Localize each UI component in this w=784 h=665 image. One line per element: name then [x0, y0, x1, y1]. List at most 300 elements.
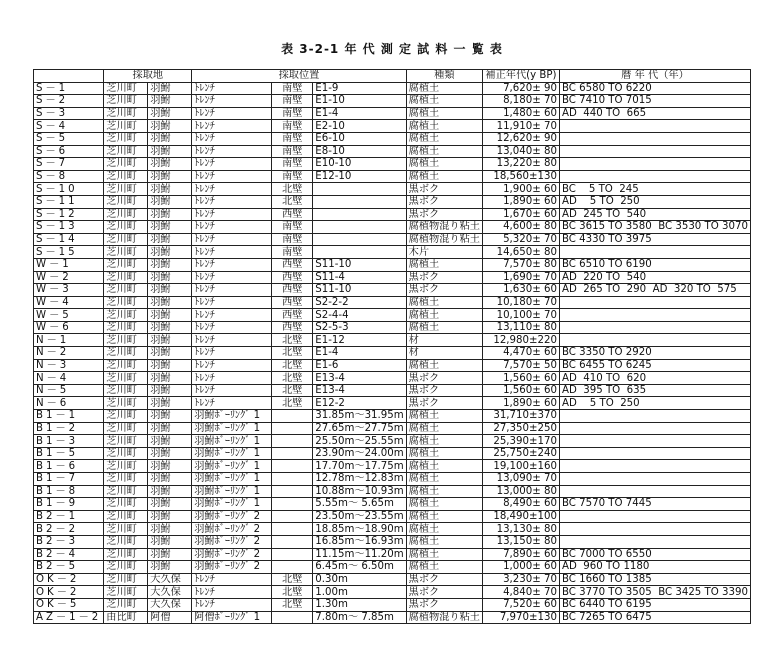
depth-grid-cell: 23.90m～24.00m: [313, 447, 406, 460]
wall-cell: [272, 447, 313, 460]
table-row: [34, 221, 751, 234]
material-cell: 黒ボク: [406, 598, 482, 611]
sample-id-cell: B1－8: [34, 485, 104, 498]
corrected-age-cell: 10,100± 70: [482, 309, 559, 322]
depth-grid-cell: [313, 208, 406, 221]
calendar-age-cell: [559, 170, 750, 183]
site-cell: ﾄﾚﾝﾁ: [192, 284, 272, 297]
material-cell: 腐植土: [406, 82, 482, 95]
calendar-age-cell: BC 7000 TO 6550: [559, 548, 750, 561]
site-cell: ﾄﾚﾝﾁ: [192, 271, 272, 284]
table-row: [34, 510, 751, 523]
site-cell: ﾄﾚﾝﾁ: [192, 598, 272, 611]
corrected-age-cell: 8,180± 70: [482, 95, 559, 108]
table-row: [34, 158, 751, 171]
corrected-age-cell: 13,220± 80: [482, 158, 559, 171]
locality-cell: 羽鮒: [148, 309, 192, 322]
site-cell: ﾄﾚﾝﾁ: [192, 384, 272, 397]
site-cell: ﾄﾚﾝﾁ: [192, 372, 272, 385]
locality-cell: 羽鮒: [148, 435, 192, 448]
depth-grid-cell: E6-10: [313, 132, 406, 145]
corrected-age-cell: 7,520± 60: [482, 598, 559, 611]
depth-grid-cell: [313, 195, 406, 208]
corrected-age-cell: 14,650± 80: [482, 246, 559, 259]
town-cell: 芝川町: [104, 120, 148, 133]
sample-id-cell: W－4: [34, 296, 104, 309]
material-cell: 腐植土: [406, 410, 482, 423]
locality-cell: 羽鮒: [148, 498, 192, 511]
header-age: 補正年代(y BP): [482, 70, 559, 83]
wall-cell: 北壁: [272, 573, 313, 586]
depth-grid-cell: 25.50m～25.55m: [313, 435, 406, 448]
site-cell: ﾄﾚﾝﾁ: [192, 195, 272, 208]
depth-grid-cell: E12-2: [313, 397, 406, 410]
table-row: [34, 271, 751, 284]
corrected-age-cell: 7,570± 50: [482, 359, 559, 372]
calendar-age-cell: BC 7265 TO 6475: [559, 611, 750, 624]
table-row: [34, 573, 751, 586]
sample-id-cell: S－11: [34, 195, 104, 208]
town-cell: 芝川町: [104, 410, 148, 423]
site-cell: 羽鮒ﾎﾞｰﾘﾝｸﾞ 2: [192, 510, 272, 523]
material-cell: 腐植土: [406, 170, 482, 183]
table-row: [34, 296, 751, 309]
sample-id-cell: S－10: [34, 183, 104, 196]
wall-cell: 西壁: [272, 208, 313, 221]
site-cell: ﾄﾚﾝﾁ: [192, 246, 272, 259]
depth-grid-cell: 11.15m～11.20m: [313, 548, 406, 561]
table-row: [34, 359, 751, 372]
depth-grid-cell: [313, 183, 406, 196]
material-cell: 腐植土: [406, 548, 482, 561]
calendar-age-cell: BC 1660 TO 1385: [559, 573, 750, 586]
material-cell: 腐植土: [406, 359, 482, 372]
sample-id-cell: W－6: [34, 321, 104, 334]
corrected-age-cell: 7,570± 80: [482, 258, 559, 271]
depth-grid-cell: E1-9: [313, 82, 406, 95]
material-cell: 腐植土: [406, 95, 482, 108]
sample-id-cell: B1－6: [34, 460, 104, 473]
table-row: [34, 422, 751, 435]
corrected-age-cell: 12,980±220: [482, 334, 559, 347]
corrected-age-cell: 8,490± 60: [482, 498, 559, 511]
table-row: [34, 309, 751, 322]
locality-cell: 羽鮒: [148, 384, 192, 397]
sample-id-cell: S－5: [34, 132, 104, 145]
sample-id-cell: S－6: [34, 145, 104, 158]
table-row: [34, 347, 751, 360]
wall-cell: 北壁: [272, 586, 313, 599]
depth-grid-cell: E12-10: [313, 170, 406, 183]
wall-cell: [272, 410, 313, 423]
material-cell: 腐植土: [406, 309, 482, 322]
locality-cell: 羽鮒: [148, 82, 192, 95]
corrected-age-cell: 7,890± 60: [482, 548, 559, 561]
calendar-age-cell: AD 960 TO 1180: [559, 561, 750, 574]
site-cell: ﾄﾚﾝﾁ: [192, 397, 272, 410]
corrected-age-cell: 31,710±370: [482, 410, 559, 423]
town-cell: 芝川町: [104, 132, 148, 145]
table-row: [34, 384, 751, 397]
material-cell: 腐植土: [406, 435, 482, 448]
wall-cell: 南壁: [272, 120, 313, 133]
site-cell: ﾄﾚﾝﾁ: [192, 107, 272, 120]
sample-id-cell: N－6: [34, 397, 104, 410]
calendar-age-cell: BC 6440 TO 6195: [559, 598, 750, 611]
wall-cell: 南壁: [272, 145, 313, 158]
locality-cell: 羽鮒: [148, 548, 192, 561]
wall-cell: 北壁: [272, 372, 313, 385]
locality-cell: 羽鮒: [148, 107, 192, 120]
corrected-age-cell: 13,130± 80: [482, 523, 559, 536]
sample-id-cell: B1－5: [34, 447, 104, 460]
material-cell: 腐植土: [406, 473, 482, 486]
locality-cell: 羽鮒: [148, 447, 192, 460]
calendar-age-cell: [559, 410, 750, 423]
wall-cell: 南壁: [272, 107, 313, 120]
corrected-age-cell: 1,890± 60: [482, 397, 559, 410]
corrected-age-cell: 1,690± 70: [482, 271, 559, 284]
depth-grid-cell: S11-10: [313, 284, 406, 297]
sample-id-cell: N－1: [34, 334, 104, 347]
sample-id-cell: W－1: [34, 258, 104, 271]
sample-id-cell: B1－3: [34, 435, 104, 448]
calendar-age-cell: [559, 510, 750, 523]
material-cell: 腐植土: [406, 460, 482, 473]
sample-id-cell: B2－2: [34, 523, 104, 536]
sample-id-cell: B1－2: [34, 422, 104, 435]
wall-cell: 南壁: [272, 233, 313, 246]
locality-cell: 羽鮒: [148, 233, 192, 246]
site-cell: ﾄﾚﾝﾁ: [192, 170, 272, 183]
site-cell: 羽鮒ﾎﾞｰﾘﾝｸﾞ 1: [192, 422, 272, 435]
material-cell: 腐植土: [406, 321, 482, 334]
town-cell: 芝川町: [104, 82, 148, 95]
locality-cell: 阿僧: [148, 611, 192, 624]
wall-cell: 北壁: [272, 334, 313, 347]
site-cell: ﾄﾚﾝﾁ: [192, 82, 272, 95]
town-cell: 芝川町: [104, 107, 148, 120]
wall-cell: 西壁: [272, 321, 313, 334]
site-cell: ﾄﾚﾝﾁ: [192, 233, 272, 246]
sample-id-cell: S－4: [34, 120, 104, 133]
header-position: 採取位置: [192, 70, 406, 83]
table-row: [34, 611, 751, 624]
locality-cell: 羽鮒: [148, 334, 192, 347]
calendar-age-cell: AD 410 TO 620: [559, 372, 750, 385]
corrected-age-cell: 7,620± 90: [482, 82, 559, 95]
table-row: [34, 410, 751, 423]
material-cell: 腐植土: [406, 422, 482, 435]
corrected-age-cell: 18,560±130: [482, 170, 559, 183]
sample-id-cell: B2－4: [34, 548, 104, 561]
table-row: [34, 435, 751, 448]
material-cell: 腐植土: [406, 132, 482, 145]
depth-grid-cell: E2-10: [313, 120, 406, 133]
locality-cell: 羽鮒: [148, 120, 192, 133]
wall-cell: [272, 523, 313, 536]
town-cell: 芝川町: [104, 359, 148, 372]
town-cell: 芝川町: [104, 384, 148, 397]
table-row: [34, 82, 751, 95]
calendar-age-cell: [559, 422, 750, 435]
locality-cell: 羽鮒: [148, 296, 192, 309]
table-row: [34, 258, 751, 271]
table-row: [34, 498, 751, 511]
corrected-age-cell: 5,320± 70: [482, 233, 559, 246]
calendar-age-cell: [559, 535, 750, 548]
wall-cell: 南壁: [272, 132, 313, 145]
calendar-age-cell: AD 245 TO 540: [559, 208, 750, 221]
sample-id-cell: N－3: [34, 359, 104, 372]
corrected-age-cell: 1,000± 60: [482, 561, 559, 574]
locality-cell: 羽鮒: [148, 473, 192, 486]
site-cell: ﾄﾚﾝﾁ: [192, 309, 272, 322]
wall-cell: 南壁: [272, 158, 313, 171]
material-cell: 腐植物混り粘土: [406, 233, 482, 246]
locality-cell: 羽鮒: [148, 221, 192, 234]
wall-cell: [272, 561, 313, 574]
calendar-age-cell: [559, 120, 750, 133]
material-cell: 黒ボク: [406, 397, 482, 410]
wall-cell: [272, 535, 313, 548]
wall-cell: 西壁: [272, 271, 313, 284]
material-cell: 腐植土: [406, 510, 482, 523]
depth-grid-cell: S11-10: [313, 258, 406, 271]
header-location: 採取地: [104, 70, 192, 83]
depth-grid-cell: E1-10: [313, 95, 406, 108]
wall-cell: 西壁: [272, 258, 313, 271]
corrected-age-cell: 1,890± 60: [482, 195, 559, 208]
locality-cell: 羽鮒: [148, 170, 192, 183]
site-cell: 羽鮒ﾎﾞｰﾘﾝｸﾞ 1: [192, 485, 272, 498]
site-cell: 阿僧ﾎﾞｰﾘﾝｸﾞ 1: [192, 611, 272, 624]
calendar-age-cell: BC 7410 TO 7015: [559, 95, 750, 108]
depth-grid-cell: 0.30m: [313, 573, 406, 586]
table-row: [34, 233, 751, 246]
wall-cell: 西壁: [272, 284, 313, 297]
wall-cell: [272, 422, 313, 435]
material-cell: 黒ボク: [406, 573, 482, 586]
site-cell: 羽鮒ﾎﾞｰﾘﾝｸﾞ 1: [192, 473, 272, 486]
material-cell: 腐植土: [406, 561, 482, 574]
calendar-age-cell: [559, 523, 750, 536]
corrected-age-cell: 13,000± 80: [482, 485, 559, 498]
town-cell: 芝川町: [104, 347, 148, 360]
site-cell: 羽鮒ﾎﾞｰﾘﾝｸﾞ 1: [192, 460, 272, 473]
town-cell: 芝川町: [104, 498, 148, 511]
locality-cell: 羽鮒: [148, 183, 192, 196]
table-row: [34, 485, 751, 498]
sample-id-cell: AZ－1－2: [34, 611, 104, 624]
site-cell: ﾄﾚﾝﾁ: [192, 132, 272, 145]
depth-grid-cell: E13-4: [313, 372, 406, 385]
sample-id-cell: S－7: [34, 158, 104, 171]
material-cell: 黒ボク: [406, 384, 482, 397]
corrected-age-cell: 1,670± 60: [482, 208, 559, 221]
depth-grid-cell: 31.85m～31.95m: [313, 410, 406, 423]
table-row: [34, 95, 751, 108]
town-cell: 芝川町: [104, 284, 148, 297]
locality-cell: 羽鮒: [148, 271, 192, 284]
locality-cell: 羽鮒: [148, 145, 192, 158]
corrected-age-cell: 18,490±100: [482, 510, 559, 523]
depth-grid-cell: 7.80m～ 7.85m: [313, 611, 406, 624]
sample-id-cell: S－1: [34, 82, 104, 95]
sample-id-cell: W－3: [34, 284, 104, 297]
locality-cell: 羽鮒: [148, 535, 192, 548]
sample-id-cell: W－2: [34, 271, 104, 284]
material-cell: 黒ボク: [406, 208, 482, 221]
site-cell: ﾄﾚﾝﾁ: [192, 334, 272, 347]
site-cell: 羽鮒ﾎﾞｰﾘﾝｸﾞ 1: [192, 447, 272, 460]
wall-cell: 北壁: [272, 347, 313, 360]
material-cell: 黒ボク: [406, 284, 482, 297]
locality-cell: 羽鮒: [148, 321, 192, 334]
town-cell: 芝川町: [104, 397, 148, 410]
table-row: [34, 473, 751, 486]
depth-grid-cell: E1-6: [313, 359, 406, 372]
material-cell: 腐植土: [406, 535, 482, 548]
material-cell: 腐植物混り粘土: [406, 221, 482, 234]
town-cell: 芝川町: [104, 561, 148, 574]
table-row: [34, 535, 751, 548]
site-cell: 羽鮒ﾎﾞｰﾘﾝｸﾞ 2: [192, 535, 272, 548]
sample-id-cell: S－8: [34, 170, 104, 183]
calendar-age-cell: AD 265 TO 290 AD 320 TO 575: [559, 284, 750, 297]
corrected-age-cell: 27,350±250: [482, 422, 559, 435]
site-cell: ﾄﾚﾝﾁ: [192, 208, 272, 221]
material-cell: 腐植土: [406, 447, 482, 460]
wall-cell: 西壁: [272, 296, 313, 309]
wall-cell: [272, 611, 313, 624]
material-cell: 黒ボク: [406, 586, 482, 599]
site-cell: 羽鮒ﾎﾞｰﾘﾝｸﾞ 2: [192, 548, 272, 561]
material-cell: 腐植土: [406, 107, 482, 120]
table-row: [34, 447, 751, 460]
wall-cell: [272, 548, 313, 561]
sample-id-cell: N－5: [34, 384, 104, 397]
depth-grid-cell: E8-10: [313, 145, 406, 158]
locality-cell: 羽鮒: [148, 422, 192, 435]
table-row: [34, 548, 751, 561]
town-cell: 芝川町: [104, 158, 148, 171]
table-row: [34, 397, 751, 410]
calendar-age-cell: BC 6510 TO 6190: [559, 258, 750, 271]
site-cell: ﾄﾚﾝﾁ: [192, 359, 272, 372]
locality-cell: 羽鮒: [148, 258, 192, 271]
depth-grid-cell: S2-4-4: [313, 309, 406, 322]
depth-grid-cell: 1.00m: [313, 586, 406, 599]
town-cell: 芝川町: [104, 321, 148, 334]
wall-cell: 南壁: [272, 82, 313, 95]
table-title: 表 3-2-1 年 代 測 定 試 料 一 覧 表: [281, 42, 503, 56]
town-cell: 芝川町: [104, 435, 148, 448]
calendar-age-cell: [559, 460, 750, 473]
depth-grid-cell: [313, 246, 406, 259]
locality-cell: 羽鮒: [148, 523, 192, 536]
locality-cell: 羽鮒: [148, 460, 192, 473]
sample-id-cell: B2－1: [34, 510, 104, 523]
corrected-age-cell: 1,560± 60: [482, 372, 559, 385]
town-cell: 芝川町: [104, 510, 148, 523]
material-cell: 木片: [406, 246, 482, 259]
table-row: [34, 284, 751, 297]
town-cell: 芝川町: [104, 460, 148, 473]
town-cell: 芝川町: [104, 258, 148, 271]
site-cell: ﾄﾚﾝﾁ: [192, 347, 272, 360]
corrected-age-cell: 13,040± 80: [482, 145, 559, 158]
table-row: [34, 246, 751, 259]
town-cell: 芝川町: [104, 334, 148, 347]
wall-cell: 北壁: [272, 397, 313, 410]
calendar-age-cell: BC 7570 TO 7445: [559, 498, 750, 511]
sample-id-cell: OK－2: [34, 573, 104, 586]
town-cell: 芝川町: [104, 233, 148, 246]
calendar-age-cell: AD 220 TO 540: [559, 271, 750, 284]
site-cell: ﾄﾚﾝﾁ: [192, 296, 272, 309]
town-cell: 芝川町: [104, 535, 148, 548]
town-cell: 芝川町: [104, 95, 148, 108]
locality-cell: 羽鮒: [148, 95, 192, 108]
corrected-age-cell: 1,900± 60: [482, 183, 559, 196]
wall-cell: 南壁: [272, 221, 313, 234]
header-type: 種類: [406, 70, 482, 83]
locality-cell: 羽鮒: [148, 284, 192, 297]
sample-id-cell: B1－9: [34, 498, 104, 511]
town-cell: 芝川町: [104, 170, 148, 183]
depth-grid-cell: 16.85m～16.93m: [313, 535, 406, 548]
sample-id-cell: N－2: [34, 347, 104, 360]
depth-grid-cell: E1-4: [313, 347, 406, 360]
site-cell: ﾄﾚﾝﾁ: [192, 145, 272, 158]
calendar-age-cell: [559, 158, 750, 171]
wall-cell: [272, 460, 313, 473]
town-cell: 芝川町: [104, 246, 148, 259]
town-cell: 芝川町: [104, 195, 148, 208]
site-cell: 羽鮒ﾎﾞｰﾘﾝｸﾞ 1: [192, 410, 272, 423]
locality-cell: 羽鮒: [148, 347, 192, 360]
table-row: [34, 208, 751, 221]
wall-cell: 南壁: [272, 246, 313, 259]
table-row: [34, 523, 751, 536]
table-row: [34, 132, 751, 145]
sample-id-cell: W－5: [34, 309, 104, 322]
depth-grid-cell: 6.45m～ 6.50m: [313, 561, 406, 574]
corrected-age-cell: 7,970±130: [482, 611, 559, 624]
town-cell: 芝川町: [104, 208, 148, 221]
depth-grid-cell: E1-12: [313, 334, 406, 347]
town-cell: 由比町: [104, 611, 148, 624]
material-cell: 材: [406, 347, 482, 360]
material-cell: 黒ボク: [406, 271, 482, 284]
calendar-age-cell: [559, 246, 750, 259]
corrected-age-cell: 25,390±170: [482, 435, 559, 448]
material-cell: 腐植土: [406, 158, 482, 171]
locality-cell: 羽鮒: [148, 372, 192, 385]
sample-id-cell: OK－2: [34, 586, 104, 599]
material-cell: 腐植土: [406, 120, 482, 133]
corrected-age-cell: 1,480± 60: [482, 107, 559, 120]
town-cell: 芝川町: [104, 422, 148, 435]
site-cell: ﾄﾚﾝﾁ: [192, 321, 272, 334]
calendar-age-cell: [559, 435, 750, 448]
corrected-age-cell: 10,180± 70: [482, 296, 559, 309]
material-cell: 腐植土: [406, 485, 482, 498]
material-cell: 腐植物混り粘土: [406, 611, 482, 624]
locality-cell: 羽鮒: [148, 510, 192, 523]
header-calendar: 暦 年 代（年）: [559, 70, 750, 83]
